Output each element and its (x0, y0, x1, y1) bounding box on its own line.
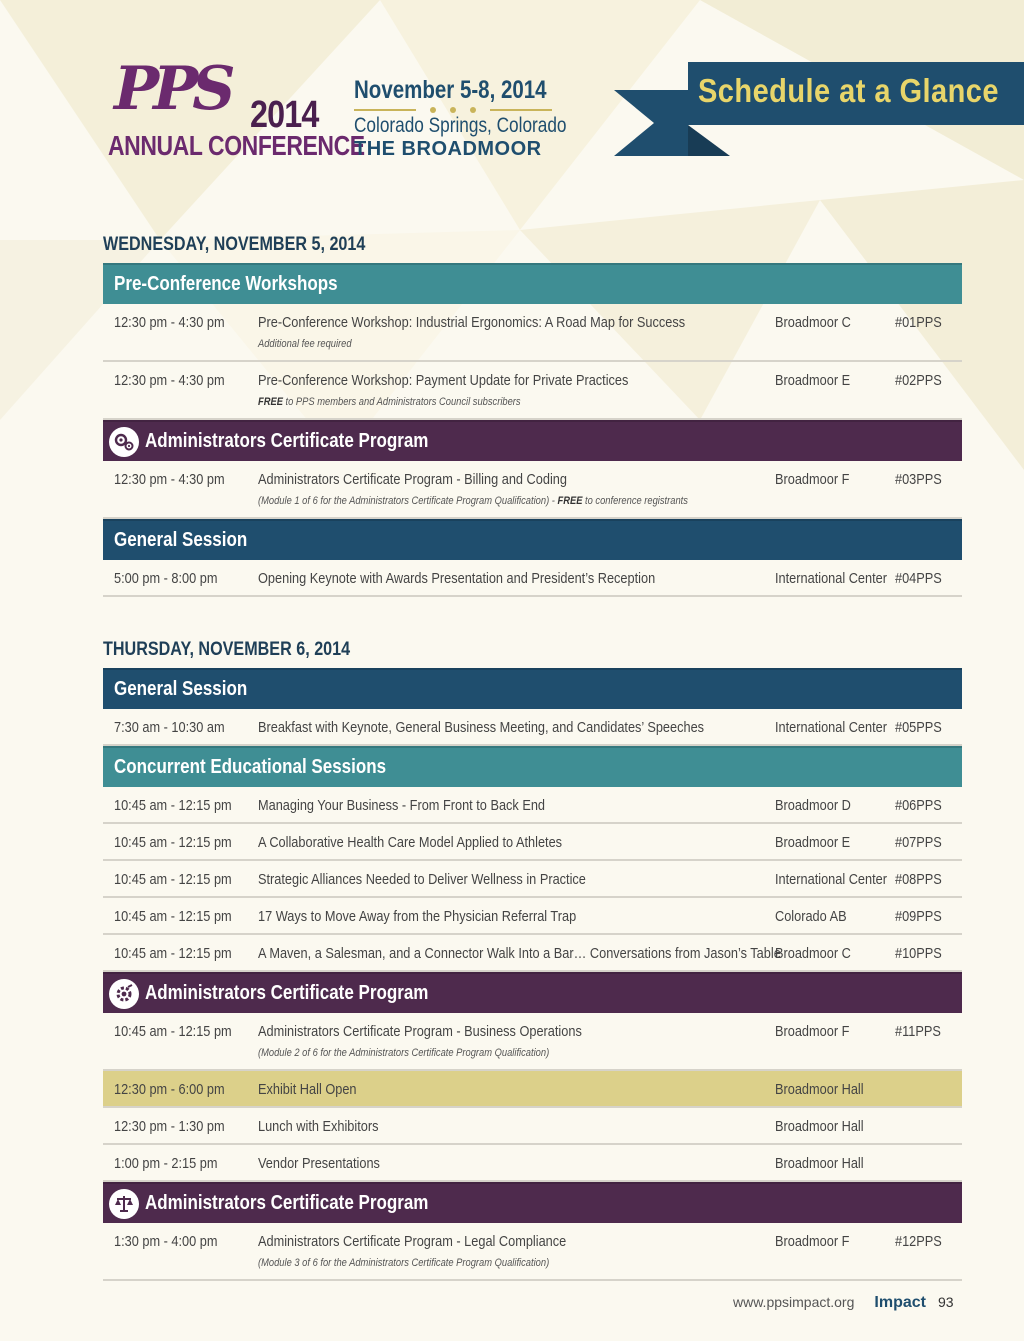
note-emphasis: FREE (557, 495, 583, 507)
session-time: 12:30 pm - 6:00 pm (114, 1081, 225, 1098)
session-code: #02PPS (895, 372, 942, 389)
session-code: #12PPS (895, 1233, 942, 1250)
schedule-row (103, 709, 962, 746)
note-text: (Module 2 of 6 for the Administrators Certificate Program Qualification) (258, 1047, 550, 1059)
session-title: Administrators Certificate Program - Billing and Coding (258, 471, 567, 488)
session-time: 12:30 pm - 1:30 pm (114, 1118, 225, 1135)
session-code: #11PPS (895, 1023, 941, 1040)
session-note (258, 495, 688, 507)
event-info (354, 76, 567, 161)
session-room: Broadmoor D (775, 797, 851, 814)
schedule (103, 232, 962, 1281)
session-code: #01PPS (895, 314, 942, 331)
session-time: 1:30 pm - 4:00 pm (114, 1233, 218, 1250)
session-room: Broadmoor F (775, 1233, 850, 1250)
session-time: 10:45 am - 12:15 pm (114, 871, 232, 888)
note-text: (Module 1 of 6 for the Administrators Certificate Program Qualification) - (258, 495, 558, 507)
session-room: Broadmoor C (775, 945, 851, 962)
session-title: Breakfast with Keynote, General Business Meeting, and Candidates’ Speeches (258, 719, 705, 736)
logo-year: 2014 (250, 94, 319, 136)
schedule-row (103, 362, 962, 420)
schedule-row (103, 1071, 962, 1108)
session-code: #10PPS (895, 945, 942, 962)
session-title: A Maven, a Salesman, and a Connector Walk Into a Bar… Conversations from Jason’s Table (258, 945, 781, 962)
schedule-row (103, 461, 962, 519)
schedule-row (103, 1145, 962, 1182)
section-header (103, 1182, 962, 1223)
session-room: Broadmoor F (775, 471, 850, 488)
section-header (103, 746, 962, 787)
section-title: General Session (114, 678, 248, 700)
note-tail: to conference registrants (582, 495, 688, 507)
session-code: #07PPS (895, 834, 942, 851)
gears-icon (109, 427, 139, 457)
section-header (103, 668, 962, 709)
session-room: Broadmoor Hall (775, 1118, 864, 1135)
section-title: Concurrent Educational Sessions (114, 756, 387, 778)
section-title: Pre-Conference Workshops (114, 273, 338, 295)
schedule-row (103, 824, 962, 861)
gear-icon (109, 979, 139, 1009)
session-note (258, 1257, 549, 1269)
session-room: Broadmoor C (775, 314, 851, 331)
schedule-row (103, 560, 962, 597)
section-header (103, 263, 962, 304)
schedule-row (103, 1223, 962, 1281)
schedule-row (103, 1108, 962, 1145)
section-header (103, 972, 962, 1013)
session-code: #09PPS (895, 908, 942, 925)
session-room: Colorado AB (775, 908, 847, 925)
session-time: 10:45 am - 12:15 pm (114, 908, 232, 925)
session-title: Pre-Conference Workshop: Payment Update for Private Practices (258, 372, 629, 389)
schedule-row (103, 935, 962, 972)
section-header (103, 420, 962, 461)
session-time: 1:00 pm - 2:15 pm (114, 1155, 218, 1172)
session-room: Broadmoor F (775, 1023, 850, 1040)
schedule-row (103, 861, 962, 898)
session-room: Broadmoor Hall (775, 1081, 864, 1098)
session-title: Opening Keynote with Awards Presentation and President’s Reception (258, 570, 656, 587)
session-title: 17 Ways to Move Away from the Physician Referral Trap (258, 908, 577, 925)
footer-url[interactable]: www.ppsimpact.org (733, 1294, 855, 1310)
session-time: 10:45 am - 12:15 pm (114, 1023, 232, 1040)
schedule-row (103, 787, 962, 824)
session-time: 7:30 am - 10:30 am (114, 719, 225, 736)
event-dates: November 5-8, 2014 (354, 76, 547, 104)
day-heading: THURSDAY, NOVEMBER 6, 2014 (103, 639, 351, 660)
session-code: #08PPS (895, 871, 942, 888)
footer-magazine: Impact (874, 1294, 926, 1311)
session-title: Administrators Certificate Program - Business Operations (258, 1023, 582, 1040)
dot-divider (354, 107, 552, 113)
session-title: Exhibit Hall Open (258, 1081, 357, 1098)
session-code: #03PPS (895, 471, 942, 488)
session-room: International Center (775, 719, 887, 736)
session-note (258, 1047, 549, 1059)
section-title: Administrators Certificate Program (145, 430, 429, 452)
note-emphasis: FREE (258, 396, 283, 408)
event-venue: THE BROADMOOR (354, 138, 542, 160)
conference-logo (106, 54, 365, 168)
session-title: Strategic Alliances Needed to Deliver Wellness in Practice (258, 871, 586, 888)
session-room: International Center (775, 570, 887, 587)
session-code: #06PPS (895, 797, 942, 814)
day-spacer (103, 597, 962, 637)
session-time: 10:45 am - 12:15 pm (114, 834, 232, 851)
session-code: #04PPS (895, 570, 942, 587)
note-text: Additional fee required (258, 338, 352, 350)
event-city: Colorado Springs, Colorado (354, 114, 567, 137)
page-number: 93 (937, 1294, 954, 1310)
logo-script: PPS (114, 54, 230, 124)
session-room: International Center (775, 871, 887, 888)
session-title: Administrators Certificate Program - Legal Compliance (258, 1233, 567, 1250)
session-title: Managing Your Business - From Front to Back End (258, 797, 546, 814)
session-time: 5:00 pm - 8:00 pm (114, 570, 218, 587)
logo-subtitle: ANNUAL CONFERENCE (108, 130, 365, 161)
schedule-row (103, 1013, 962, 1071)
session-time: 12:30 pm - 4:30 pm (114, 471, 225, 488)
session-title: Vendor Presentations (258, 1155, 380, 1172)
session-title: Lunch with Exhibitors (258, 1118, 379, 1135)
section-title: Administrators Certificate Program (145, 982, 429, 1004)
session-room: Broadmoor E (775, 834, 851, 851)
scales-icon (109, 1189, 139, 1219)
session-time: 12:30 pm - 4:30 pm (114, 314, 225, 331)
note-text: (Module 3 of 6 for the Administrators Certificate Program Qualification) (258, 1257, 550, 1269)
schedule-row (103, 304, 962, 362)
section-title: Administrators Certificate Program (145, 1192, 429, 1214)
section-title: General Session (114, 529, 248, 551)
schedule-row (103, 898, 962, 935)
page-footer (733, 1294, 954, 1312)
session-time: 10:45 am - 12:15 pm (114, 945, 232, 962)
session-room: Broadmoor E (775, 372, 851, 389)
day-heading: WEDNESDAY, NOVEMBER 5, 2014 (103, 234, 366, 255)
session-note (258, 396, 521, 408)
note-text: to PPS members and Administrators Council subscribers (282, 396, 521, 408)
session-note (258, 338, 352, 350)
session-room: Broadmoor Hall (775, 1155, 864, 1172)
session-code: #05PPS (895, 719, 942, 736)
banner-title: Schedule at a Glance (698, 72, 999, 109)
section-header (103, 519, 962, 560)
session-title: Pre-Conference Workshop: Industrial Ergonomics: A Road Map for Success (258, 314, 686, 331)
session-time: 10:45 am - 12:15 pm (114, 797, 232, 814)
session-title: A Collaborative Health Care Model Applied to Athletes (258, 834, 563, 851)
session-time: 12:30 pm - 4:30 pm (114, 372, 225, 389)
